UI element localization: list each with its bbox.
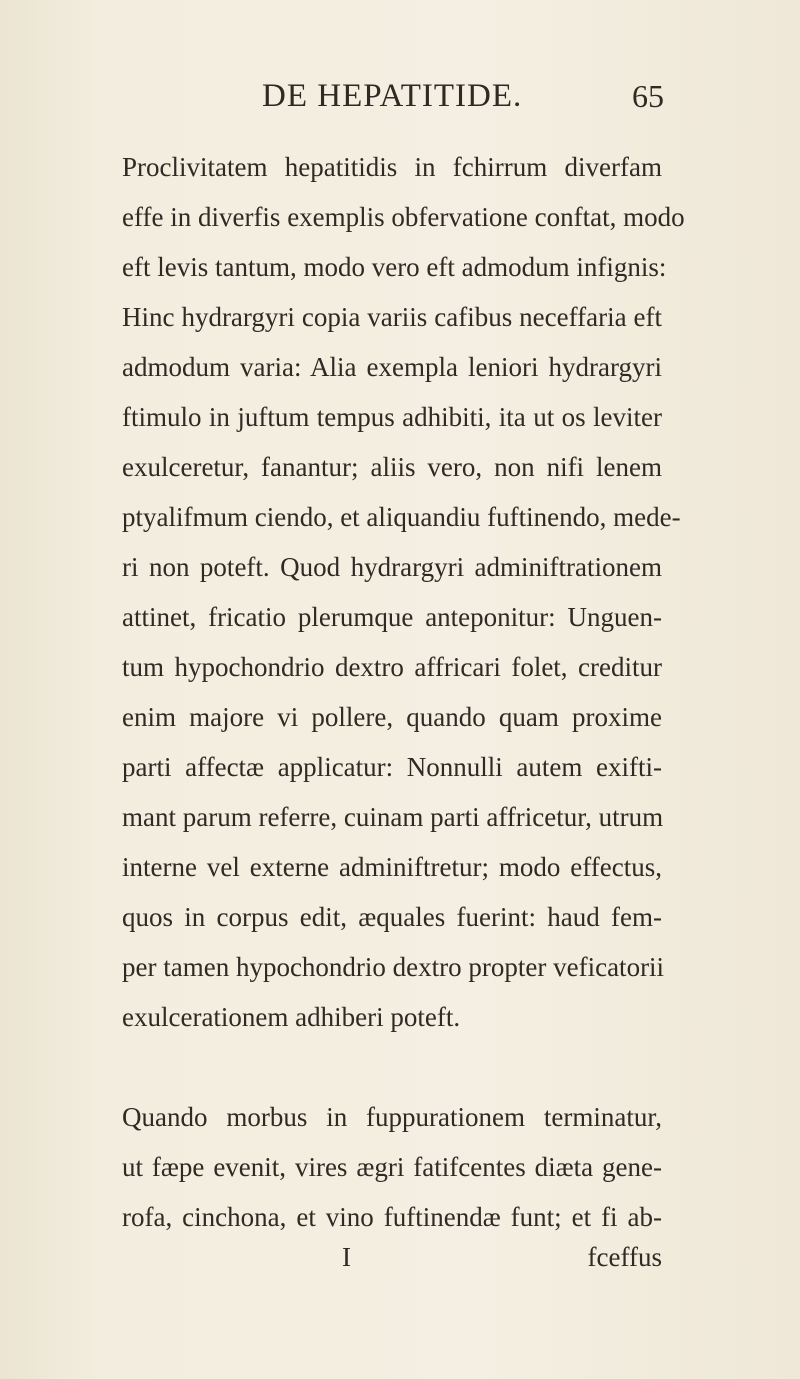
text-line: eft levis tantum, modo vero eft admodum infignis: [122,252,667,282]
text-line: Proclivitatem hepatitidis in fchirrum diverfam [122,152,662,182]
text-line: tum hypochondrio dextro affricari folet, creditur [122,652,662,682]
text-line: interne vel externe adminiftretur; modo effectus, [122,852,662,882]
text-line: exulcerationem adhiberi poteft. [122,1002,461,1032]
text-line: rofa, cinchona, et vino fuftinendæ funt; et fi ab- [122,1202,662,1232]
text-line: parti affectæ applicatur: Nonnulli autem exifti- [122,752,662,782]
page-number: 65 [632,78,664,114]
text-line: Hinc hydrargyri copia variis cafibus neceffaria eft [122,302,662,332]
page-footer [122,1232,662,1282]
text-line: ptyalifmum ciendo, et aliquandiu fuftinendo, mede- [122,502,681,532]
text-line: ri non poteft. Quod hydrargyri adminiftrationem [122,552,662,582]
text-line: per tamen hypochondrio dextro propter veficatorii [122,952,665,982]
paragraph-gap [122,1042,662,1092]
text-line: Quando morbus in fuppurationem terminatur, [122,1102,662,1132]
text-line: enim majore vi pollere, quando quam proxime [122,702,662,732]
catchword: fceffus [587,1242,662,1272]
signature-mark: I [342,1242,351,1272]
text-line: ftimulo in juftum tempus adhibiti, ita ut os leviter [122,402,662,432]
text-line: effe in diverfis exemplis obfervatione conftat, modo [122,202,685,232]
text-line: quos in corpus edit, æquales fuerint: haud fem- [122,902,662,932]
text-line: attinet, fricatio plerumque anteponitur: Unguen- [122,602,662,632]
text-line: admodum varia: Alia exempla leniori hydrargyri [122,352,662,382]
text-line: ut fæpe evenit, vires ægri fatifcentes diæta gene- [122,1152,662,1182]
running-head: DE HEPATITIDE. [262,78,523,114]
paragraph [122,142,685,1042]
paragraph [122,1092,662,1242]
text-line: exulceretur, fanantur; aliis vero, non nifi lenem [122,452,662,482]
body-text [122,142,685,1242]
text-line: mant parum referre, cuinam parti affricetur, utrum [122,802,664,832]
page-header [120,78,680,128]
